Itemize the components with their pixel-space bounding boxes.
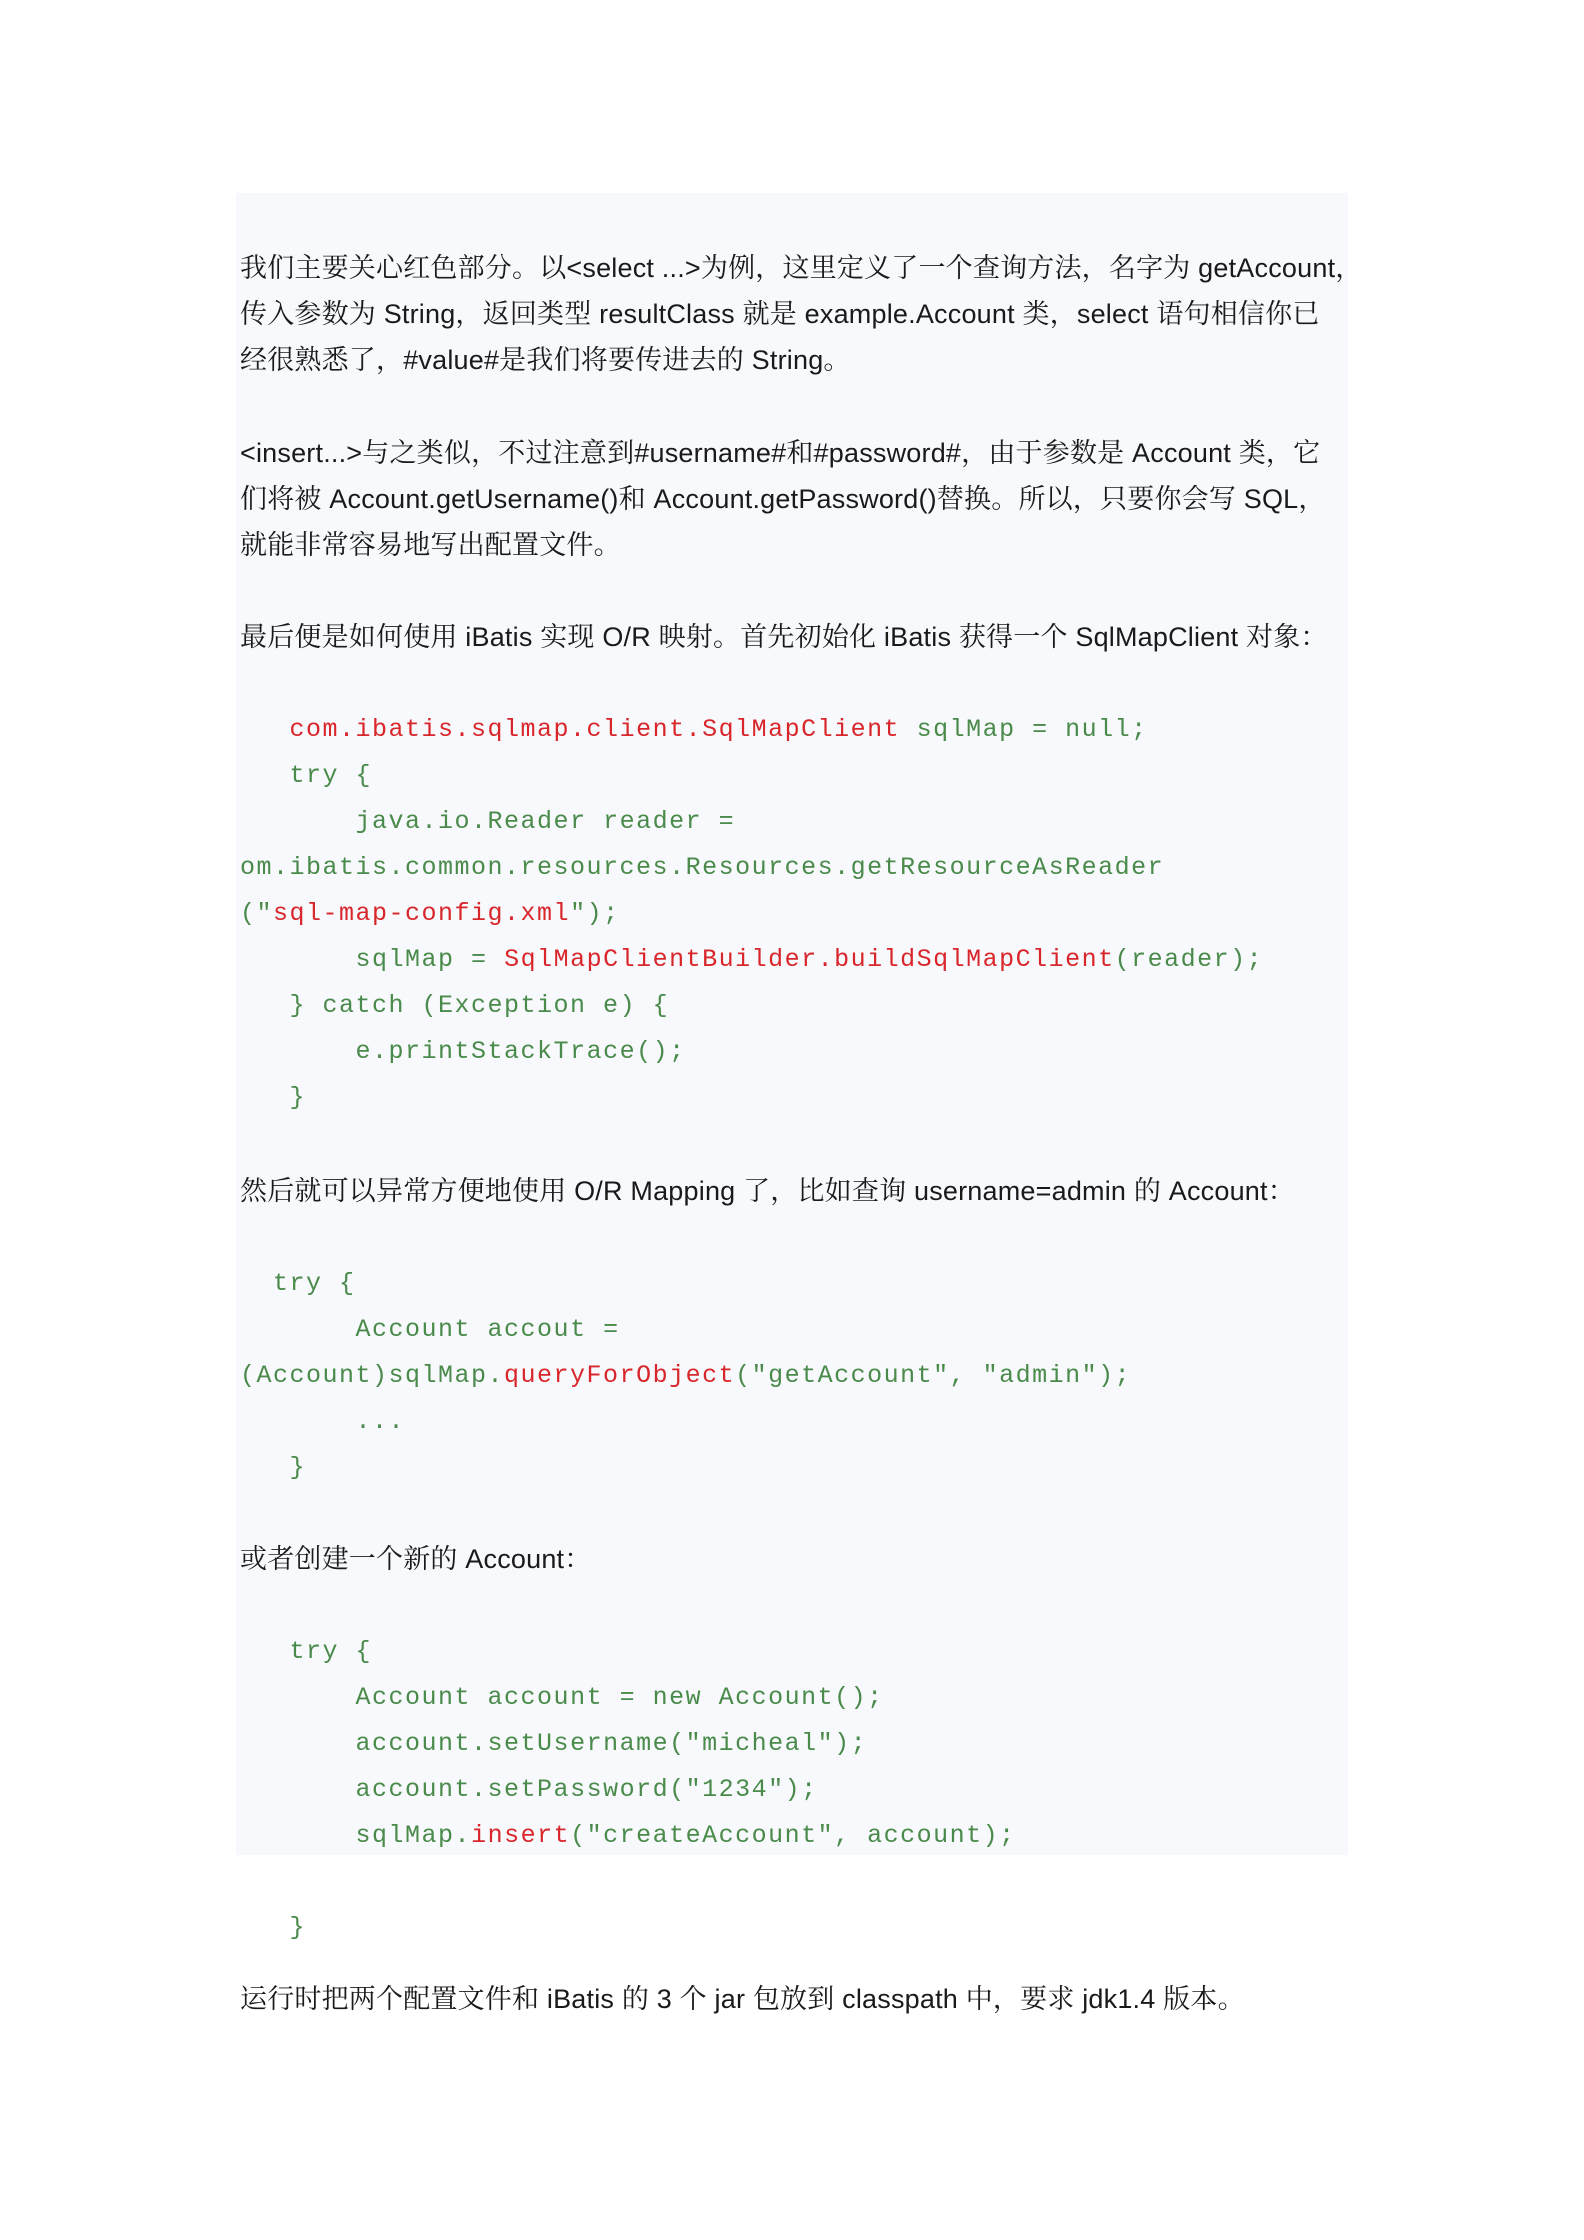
code-line: java.io.Reader reader =	[355, 807, 736, 836]
code-line: try {	[273, 1269, 356, 1298]
code-block-init	[240, 707, 1263, 1121]
code-block-query	[240, 1261, 1131, 1491]
code-block-insert-close	[240, 1905, 306, 1951]
code-line: account.setPassword("1234");	[355, 1775, 818, 1804]
code-line: sqlMap = SqlMapClientBuilder.buildSqlMapClient(reader);	[355, 945, 1264, 974]
code-line: (Account)sqlMap.queryForObject("getAccount", "admin");	[240, 1361, 1132, 1390]
code-line: ...	[355, 1407, 406, 1436]
code-line: sqlMap.insert("createAccount", account);	[355, 1821, 1016, 1850]
paragraph-select-explanation	[240, 245, 1362, 383]
text-line: 传入参数为 String，返回类型 resultClass 就是 example.Account 类，select 语句相信你已	[240, 299, 1320, 329]
code-line: }	[289, 1083, 307, 1112]
code-line: Account accout =	[355, 1315, 620, 1344]
paragraph-mapping-query	[240, 1168, 1295, 1214]
text-line: 运行时把两个配置文件和 iBatis 的 3 个 jar 包放到 classpath 中，要求 jdk1.4 版本。	[240, 1984, 1245, 2014]
code-line: try {	[289, 1637, 373, 1666]
text-line: 我们主要关心红色部分。以<select ...>为例，这里定义了一个查询方法，名字为 getAccount，	[240, 253, 1363, 283]
code-line: }	[289, 1913, 307, 1942]
code-block-insert	[240, 1629, 1016, 1859]
code-line: try {	[289, 761, 373, 790]
text-line: 然后就可以异常方便地使用 O/R Mapping 了，比如查询 username=admin 的 Account：	[240, 1176, 1295, 1206]
code-line: com.ibatis.sqlmap.client.SqlMapClient sqlMap = null;	[289, 715, 1148, 744]
code-line: } catch (Exception e) {	[289, 991, 670, 1020]
text-line: 就能非常容易地写出配置文件。	[240, 530, 621, 560]
text-line: 经很熟悉了，#value#是我们将要传进去的 String。	[240, 345, 851, 375]
code-line: ("sql-map-config.xml");	[240, 899, 620, 928]
paragraph-init-intro	[240, 614, 1328, 660]
paragraph-insert-explanation	[240, 430, 1326, 568]
text-line: 最后便是如何使用 iBatis 实现 O/R 映射。首先初始化 iBatis 获得一个 SqlMapClient 对象：	[240, 622, 1328, 652]
code-line: om.ibatis.common.resources.Resources.getResourceAsReader	[240, 853, 1165, 882]
paragraph-runtime-note	[240, 1976, 1245, 2022]
code-line: e.printStackTrace();	[355, 1037, 686, 1066]
code-line: Account account = new Account();	[355, 1683, 884, 1712]
text-line: <insert...>与之类似，不过注意到#username#和#password#，由于参数是 Account 类，它	[240, 438, 1321, 468]
code-line: account.setUsername("micheal");	[355, 1729, 868, 1758]
code-line: }	[289, 1453, 307, 1482]
paragraph-create-account	[240, 1536, 591, 1582]
text-line: 或者创建一个新的 Account：	[240, 1544, 592, 1574]
text-line: 们将被 Account.getUsername()和 Account.getPassword()替换。所以，只要你会写 SQL，	[240, 484, 1326, 514]
